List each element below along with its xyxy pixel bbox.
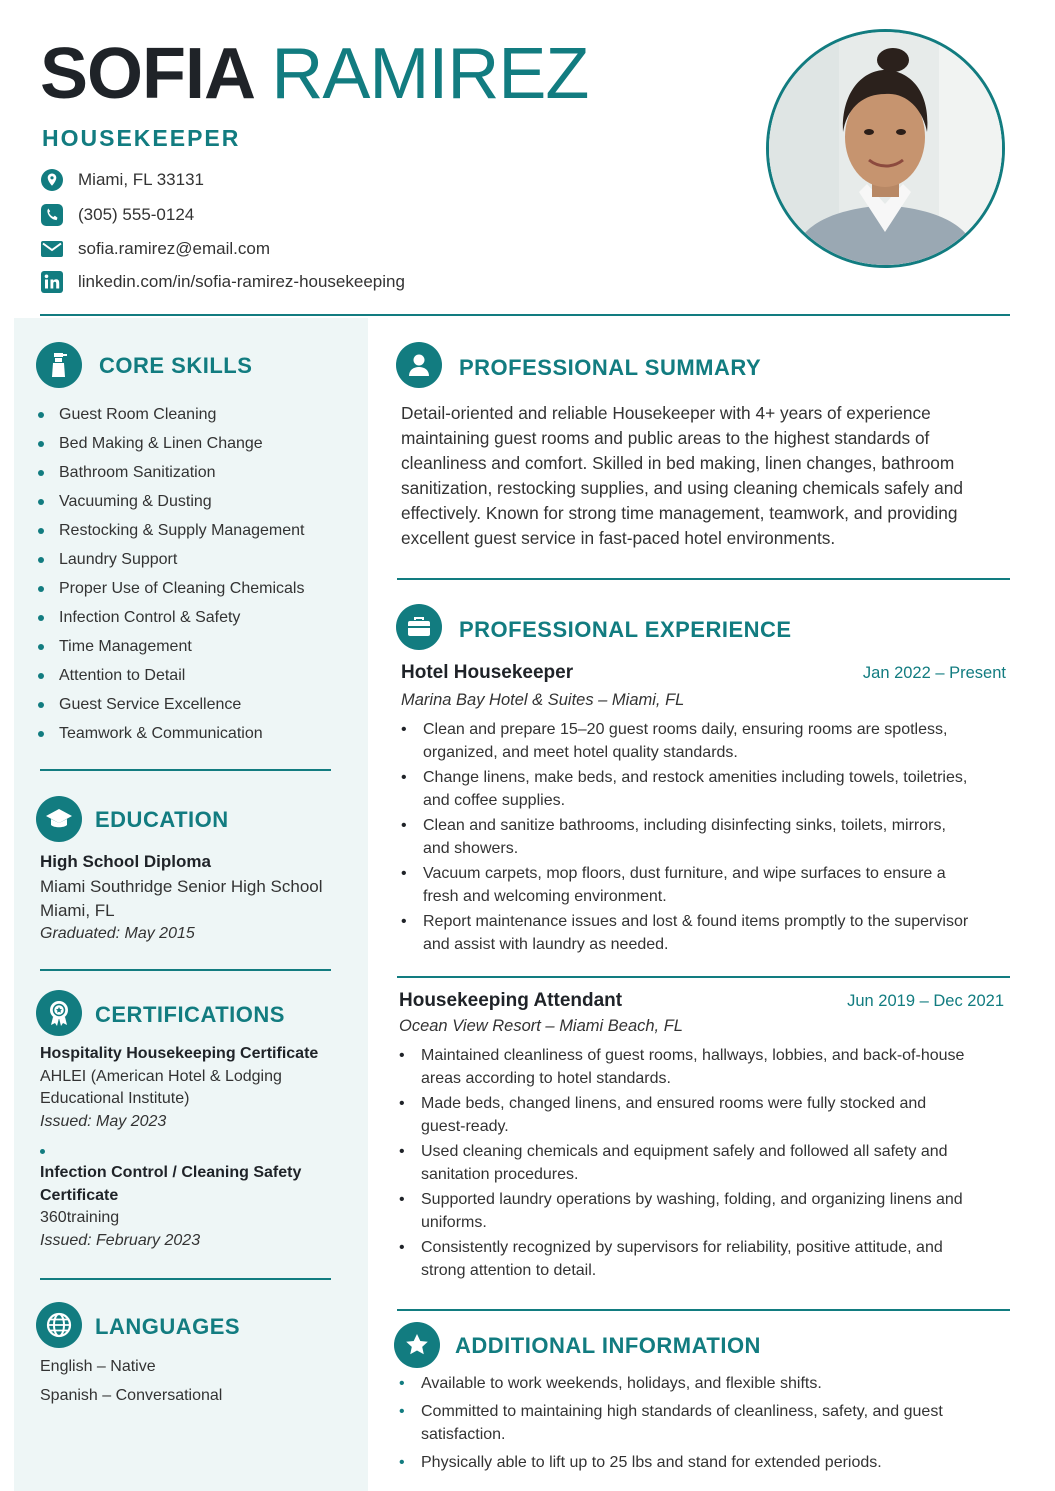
bullet-dot	[38, 470, 44, 476]
bullet-dot	[38, 673, 44, 679]
job-dates: Jun 2019 – Dec 2021	[847, 992, 1004, 1010]
certification-name: Infection Control / Cleaning Safety Certificate	[40, 1164, 302, 1204]
email-text[interactable]: sofia.ramirez@email.com	[78, 239, 271, 258]
contact-location	[40, 167, 204, 193]
certification-issuer: AHLEI (American Hotel & Lodging Educational Institute)	[40, 1067, 282, 1107]
skills-list	[38, 400, 304, 748]
certification-issuer: 360training	[40, 1209, 120, 1226]
degree: High School Diploma	[40, 852, 211, 871]
section-divider	[40, 1278, 331, 1280]
section-divider	[397, 1309, 1010, 1311]
list-item: Guest Service Excellence	[38, 690, 304, 719]
section-divider	[40, 969, 331, 971]
job-company: Ocean View Resort – Miami Beach, FL	[399, 1017, 683, 1035]
header-divider	[40, 314, 1010, 316]
bullet-dot	[40, 1149, 45, 1154]
certification-item	[40, 1162, 340, 1252]
summary-text: Detail-oriented and reliable Housekeeper with 4+ years of experience maintaining guest rooms and public areas to the highest standards of cleanliness and comfort. Skilled in bed making, linen changes, bathroom sanitization, restocking supplies, and using cleaning chemicals safely and effectively. Known for strong time management, teamwork, and providing excellent guest service in fast-paced hotel environments.	[401, 403, 963, 548]
list-item: Bed Making & Linen Change	[38, 429, 304, 458]
language-item: Spanish – Conversational	[40, 1387, 223, 1404]
bullet-dot	[38, 644, 44, 650]
spray-bottle-icon	[36, 342, 82, 388]
list-item: Guest Room Cleaning	[38, 400, 304, 429]
last-name: RAMIREZ	[271, 34, 589, 114]
list-item: Vacuuming & Dusting	[38, 487, 304, 516]
job-title: HOUSEKEEPER	[42, 125, 241, 151]
section-divider	[397, 976, 1010, 978]
list-item: • Physically able to lift up to 25 lbs and stand for extended periods.	[399, 1451, 974, 1474]
list-item: • Clean and sanitize bathrooms, including disinfecting sinks, toilets, mirrors, and showers.	[401, 814, 976, 860]
bullet-dot	[38, 528, 44, 534]
bullet-dot	[38, 702, 44, 708]
star-icon	[394, 1322, 440, 1368]
list-item: • Change linens, make beds, and restock amenities including towels, toiletries, and coffee supplies.	[401, 766, 976, 812]
experience-heading: PROFESSIONAL EXPERIENCE	[459, 617, 792, 642]
certification-name: Hospitality Housekeeping Certificate	[40, 1045, 319, 1062]
list-item: • Report maintenance issues and lost & found items promptly to the supervisor and assist with laundry as needed.	[401, 910, 976, 956]
bullet-dot	[38, 412, 44, 418]
job-title: Hotel Housekeeper	[401, 662, 574, 683]
skills-heading: CORE SKILLS	[99, 353, 253, 378]
job-dates: Jan 2022 – Present	[862, 664, 1006, 682]
profile-photo	[766, 29, 1005, 268]
contact-phone	[40, 202, 194, 228]
contact-linkedin	[40, 269, 405, 295]
linkedin-text[interactable]: linkedin.com/in/sofia-ramirez-housekeeping	[78, 272, 405, 291]
list-item: • Supported laundry operations by washing, folding, and organizing linens and uniforms.	[399, 1188, 974, 1234]
job-bullets	[401, 718, 976, 958]
list-item: Attention to Detail	[38, 661, 304, 690]
summary-heading: PROFESSIONAL SUMMARY	[459, 355, 762, 380]
list-item: Infection Control & Safety	[38, 603, 304, 632]
candidate-name	[40, 34, 589, 114]
school-location: Miami, FL	[40, 901, 115, 920]
email-icon	[40, 237, 64, 261]
list-item: Bathroom Sanitization	[38, 458, 304, 487]
bullet-dot	[38, 499, 44, 505]
graduation-date: Graduated: May 2015	[40, 925, 195, 942]
certification-issued: Issued: May 2023	[40, 1112, 167, 1130]
list-item: • Maintained cleanliness of guest rooms, hallways, lobbies, and back-of-house areas according to hotel standards.	[399, 1044, 974, 1090]
bullet-dot	[38, 557, 44, 563]
award-ribbon-icon	[36, 990, 82, 1036]
school-name: Miami Southridge Senior High School	[40, 877, 323, 896]
list-item: • Clean and prepare 15–20 guest rooms daily, ensuring rooms are spotless, organized, and meet hotel quality standards.	[401, 718, 976, 764]
list-item: • Consistently recognized by supervisors for reliability, positive attitude, and strong attention to detail.	[399, 1236, 974, 1282]
certifications-heading: CERTIFICATIONS	[95, 1002, 285, 1027]
list-item: Proper Use of Cleaning Chemicals	[38, 574, 304, 603]
languages-heading: LANGUAGES	[95, 1314, 241, 1339]
list-item: • Committed to maintaining high standards of cleanliness, safety, and guest satisfaction.	[399, 1400, 974, 1446]
list-item: • Available to work weekends, holidays, and flexible shifts.	[399, 1372, 974, 1395]
certification-issued: Issued: February 2023	[40, 1231, 201, 1249]
education-heading: EDUCATION	[95, 807, 229, 832]
list-item: Restocking & Supply Management	[38, 516, 304, 545]
briefcase-icon	[396, 604, 442, 650]
location-pin-icon	[40, 168, 64, 192]
list-item: Laundry Support	[38, 545, 304, 574]
language-item: English – Native	[40, 1358, 156, 1375]
job-bullets	[399, 1044, 974, 1284]
bullet-dot	[38, 441, 44, 447]
list-item: Time Management	[38, 632, 304, 661]
phone-text[interactable]: (305) 555-0124	[78, 205, 195, 224]
job-company: Marina Bay Hotel & Suites – Miami, FL	[401, 691, 685, 709]
section-divider	[40, 769, 331, 771]
first-name: SOFIA	[40, 34, 253, 114]
list-item: • Made beds, changed linens, and ensured rooms were fully stocked and guest-ready.	[399, 1092, 974, 1138]
list-item: Teamwork & Communication	[38, 719, 304, 748]
list-item: • Used cleaning chemicals and equipment safely and followed all safety and sanitation procedures.	[399, 1140, 974, 1186]
certification-item	[40, 1043, 340, 1133]
bullet-dot	[38, 586, 44, 592]
graduation-cap-icon	[36, 796, 82, 842]
person-icon	[396, 342, 442, 388]
contact-email	[40, 236, 270, 262]
phone-icon	[40, 203, 64, 227]
additional-list	[399, 1372, 974, 1476]
list-item: • Vacuum carpets, mop floors, dust furniture, and wipe surfaces to ensure a fresh and welcoming environment.	[401, 862, 976, 908]
job-title: Housekeeping Attendant	[399, 990, 623, 1011]
location-text: Miami, FL 33131	[78, 170, 204, 189]
additional-heading: ADDITIONAL INFORMATION	[455, 1333, 761, 1358]
bullet-dot	[38, 731, 44, 737]
section-divider	[397, 578, 1010, 580]
bullet-dot	[38, 615, 44, 621]
linkedin-icon	[40, 270, 64, 294]
globe-icon	[36, 1302, 82, 1348]
